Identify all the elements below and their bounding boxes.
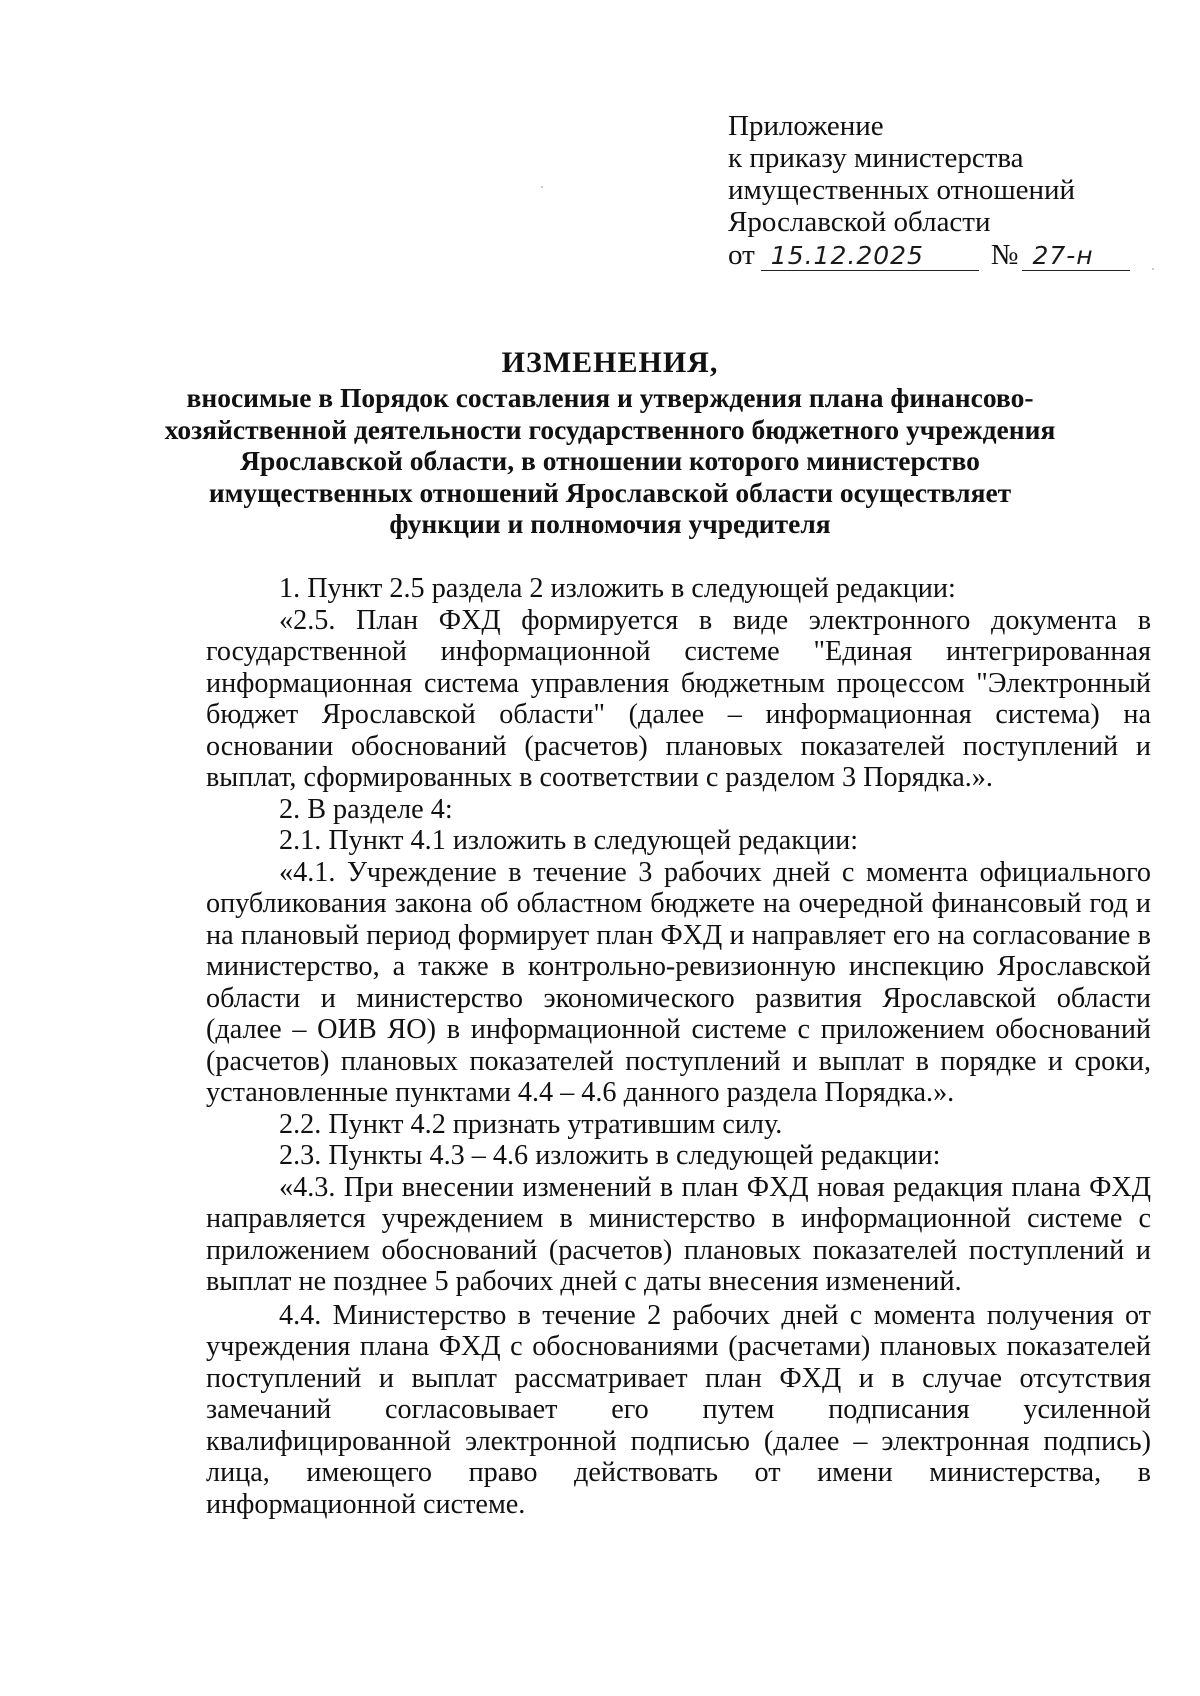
title-line: вносимые в Порядок составления и утверждения плана финансово- (186, 382, 1034, 413)
date-label: от (728, 239, 755, 271)
scan-speck (1152, 268, 1154, 270)
handwritten-number: 27-н (1022, 242, 1130, 271)
title-line: имущественных отношений Ярославской области осуществляет (208, 476, 1012, 508)
annex-line-4: Ярославской области (728, 206, 991, 238)
title-line: функции и полномочия учредителя (389, 508, 831, 539)
annex-header (728, 110, 1148, 271)
paragraph: «4.1. Учреждение в течение 3 рабочих дней с момента официального опубликования закона об областном бюджете на очередной финансовый год и на плановый период формирует план ФХД и направляет его на согласование в министерство, а также в контрольно-ревизионную инспекцию Ярославской области и министерство экономического развития Ярославской области (далее – ОИВ ЯО) в информационной системе с приложением обоснований (расчетов) плановых показателей поступлений и выплат в порядке и сроки, установленные пунктами 4.4 – 4.6 данного раздела Порядка.». (206, 856, 1151, 1108)
paragraph: 1. Пункт 2.5 раздела 2 изложить в следующей редакции: (279, 573, 956, 604)
title-line: хозяйственной деятельности государственного бюджетного учреждения (164, 413, 1056, 445)
scan-speck (541, 186, 543, 188)
paragraph: «4.3. При внесении изменений в план ФХД новая редакция плана ФХД направляется учреждением в министерство в информационной системе с приложением обоснований (расчетов) плановых показателей поступлений и выплат не позднее 5 рабочих дней с даты внесения изменений. (206, 1171, 1151, 1297)
paragraph: 2.1. Пункт 4.1 изложить в следующей редакции: (279, 825, 859, 856)
annex-line-3: имущественных отношений (728, 174, 1076, 206)
handwritten-date: 15.12.2025 (761, 242, 979, 271)
document-body (206, 573, 1151, 1520)
title-heading: ИЗМЕНЕНИЯ, (501, 346, 719, 379)
paragraph: 4.4. Министерство в течение 2 рабочих дней с момента получения от учреждения плана ФХД с обоснованиями (расчетами) плановых показателей поступлений и выплат рассматривает план ФХД и в случае отсутствия замечаний согласовывает его путем подписания усиленной квалифицированной электронной подписью (далее – электронная подпись) лица, имеющего право действовать от имени министерства, в информационной системе. (206, 1299, 1151, 1520)
paragraph: «2.5. План ФХД формируется в виде электронного документа в государственной информационной системе "Единая интегрированная информационная система управления бюджетным процессом "Электронный бюджет Ярославской области" (далее – информационная система) на основании обоснований (расчетов) плановых показателей поступлений и выплат, сформированных в соответствии с разделом 3 Порядка.». (206, 604, 1151, 793)
title-subheading (150, 382, 1070, 540)
order-reference (728, 239, 1148, 271)
number-label: № (990, 239, 1019, 271)
title-line: Ярославской области, в отношении которого министерство (240, 445, 980, 476)
document-title (150, 345, 1070, 540)
paragraph: 2.2. Пункт 4.2 признать утратившим силу. (279, 1108, 783, 1140)
annex-line-2: к приказу министерства (728, 142, 1024, 174)
paragraph: 2.3. Пункты 4.3 – 4.6 изложить в следующей редакции: (279, 1140, 941, 1171)
annex-line-1: Приложение (728, 110, 884, 142)
paragraph: 2. В разделе 4: (279, 793, 453, 825)
